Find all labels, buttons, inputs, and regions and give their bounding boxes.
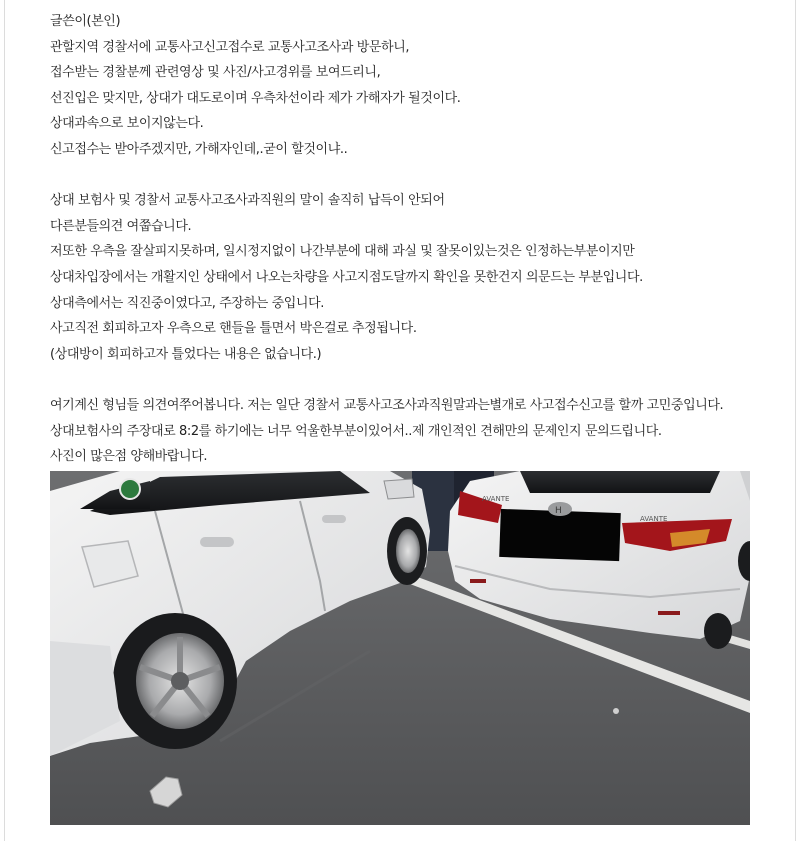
- post-line: 선진입은 맞지만, 상대가 대도로이며 우측차선이라 제가 가해자가 될것이다.: [50, 90, 461, 106]
- door-handle: [322, 515, 346, 523]
- front-wheel-rim: [396, 529, 420, 573]
- right-car-wheel: [704, 613, 732, 649]
- post-line: 상대차입장에서는 개활지인 상태에서 나오는차량을 사고지점도달까지 확인을 못한건지 의문드는 부분입니다.: [50, 269, 643, 285]
- post-line: 상대과속으로 보이지않는다.: [50, 116, 204, 132]
- right-car-reflector: [658, 611, 680, 615]
- post-line: 상대측에서는 직진중이였다고, 주장하는 중입니다.: [50, 295, 324, 311]
- post-line: 다른분들의견 여쭙습니다.: [50, 218, 192, 234]
- debris: [613, 708, 619, 714]
- model-badge-text: AVANTE: [482, 495, 510, 503]
- post-line: (상대방이 회피하고자 틀었다는 내용은 없습니다.): [50, 346, 322, 362]
- paragraph-gap: [50, 163, 760, 189]
- post-line: 신고접수는 받아주겠지만, 가해자인데,.굳이 할것이냐..: [50, 141, 348, 157]
- green-sticker: [120, 479, 140, 499]
- post-line: 글쓴이(본인): [50, 14, 121, 29]
- post-body: [50, 9, 760, 470]
- license-plate-redacted: [499, 509, 621, 561]
- right-car-reflector: [470, 579, 486, 583]
- trim-badge-text: AVANTE: [640, 515, 668, 523]
- post-line: 접수받는 경찰분께 관련영상 및 사진/사고경위를 보여드리니,: [50, 65, 381, 81]
- door-handle: [200, 537, 234, 547]
- post-line: 여기계신 형님들 의견여쭈어봅니다. 저는 일단 경찰서 교통사고조사과직원말과는별개로 사고접수신고를 할까 고민중입니다.: [50, 397, 724, 413]
- post-line: 상대보험사의 주장대로 8:2를 하기에는 너무 억울한부분이있어서..제 개인적인 견해만의 문제인지 문의드립니다.: [50, 423, 662, 439]
- post-line: 상대 보험사 및 경찰서 교통사고조사과직원의 말이 솔직히 납득이 안되어: [50, 193, 445, 209]
- post-line: 관할지역 경찰서에 교통사고신고접수로 교통사고조사과 방문하니,: [50, 39, 410, 55]
- side-mirror: [384, 479, 414, 499]
- paragraph-gap: [50, 367, 760, 393]
- post-line: 사진이 많은점 양해바랍니다.: [50, 449, 208, 465]
- post-line: 사고직전 회피하고자 우측으로 핸들을 틀면서 박은걸로 추정됩니다.: [50, 321, 417, 337]
- brand-badge-text: H: [555, 506, 562, 516]
- accident-photo[interactable]: [50, 471, 750, 825]
- right-car-rear-window: [520, 471, 720, 493]
- post-line: 저또한 우측을 잘살피지못하며, 일시정지없이 나간부분에 대해 과실 및 잘못이있는것은 인정하는부분이지만: [50, 244, 635, 260]
- rear-wheel-hub: [171, 672, 189, 690]
